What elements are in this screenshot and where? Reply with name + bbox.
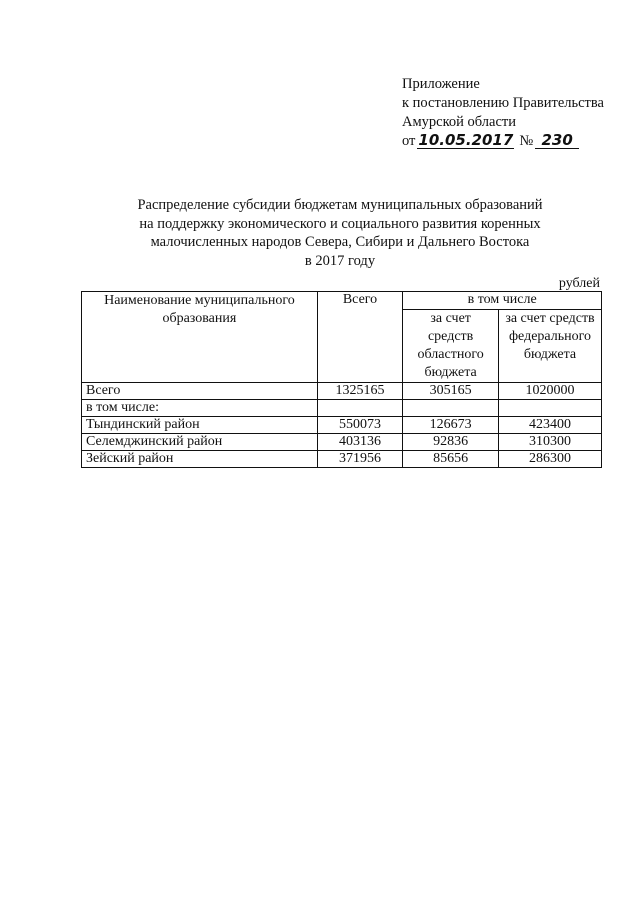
title-line-3: малочисленных народов Севера, Сибири и Дальнего Востока [150, 234, 530, 250]
cell-including-label: в том числе: [82, 400, 318, 417]
title-line-4: в 2017 году [304, 252, 376, 269]
cell-empty [403, 400, 499, 417]
header-name: Наименование муниципального образования [82, 292, 318, 383]
cell-regional: 305165 [403, 383, 499, 400]
cell-total: 1325165 [317, 383, 402, 400]
document-title [80, 196, 600, 270]
table-row-including [82, 400, 602, 417]
header-federal: за счет средств федерального бюджета [499, 310, 602, 383]
cell-name: Всего [82, 383, 318, 400]
table-row-total [82, 383, 602, 400]
header-including: в том числе [403, 292, 602, 310]
cell-federal: 286300 [499, 451, 602, 468]
title-line-1: Распределение субсидии бюджетам муниципальных образований [137, 197, 543, 213]
cell-regional: 85656 [403, 451, 499, 468]
appendix-resolution-line: к постановлению Правительства [402, 95, 604, 111]
cell-regional: 126673 [403, 417, 499, 434]
title-line-2: на поддержку экономического и социального развития коренных [139, 215, 541, 232]
handwritten-date: 10.05.2017 [418, 131, 514, 149]
cell-name: Зейский район [82, 451, 318, 468]
appendix-title: Приложение [402, 76, 480, 92]
cell-federal: 1020000 [499, 383, 602, 400]
from-label: от [402, 133, 416, 149]
appendix-region-line: Амурской области [402, 114, 516, 130]
cell-federal: 423400 [499, 417, 602, 434]
header-regional: за счет средств областного бюджета [403, 310, 499, 383]
cell-federal: 310300 [499, 434, 602, 451]
table-row [82, 417, 602, 434]
cell-regional: 92836 [403, 434, 499, 451]
table-row [82, 451, 602, 468]
cell-name: Тындинский район [82, 417, 318, 434]
handwritten-number: 230 [535, 133, 579, 149]
appendix-date-number-line [402, 132, 604, 151]
cell-empty [317, 400, 402, 417]
units-label: рублей [558, 276, 600, 291]
table-row [82, 434, 602, 451]
cell-total: 403136 [317, 434, 402, 451]
cell-total: 550073 [317, 417, 402, 434]
subsidy-table [81, 291, 602, 468]
header-total: Всего [317, 292, 402, 383]
cell-empty [499, 400, 602, 417]
number-label: № [519, 133, 534, 149]
cell-total: 371956 [317, 451, 402, 468]
appendix-block [402, 75, 604, 151]
cell-name: Селемджинский район [82, 434, 318, 451]
